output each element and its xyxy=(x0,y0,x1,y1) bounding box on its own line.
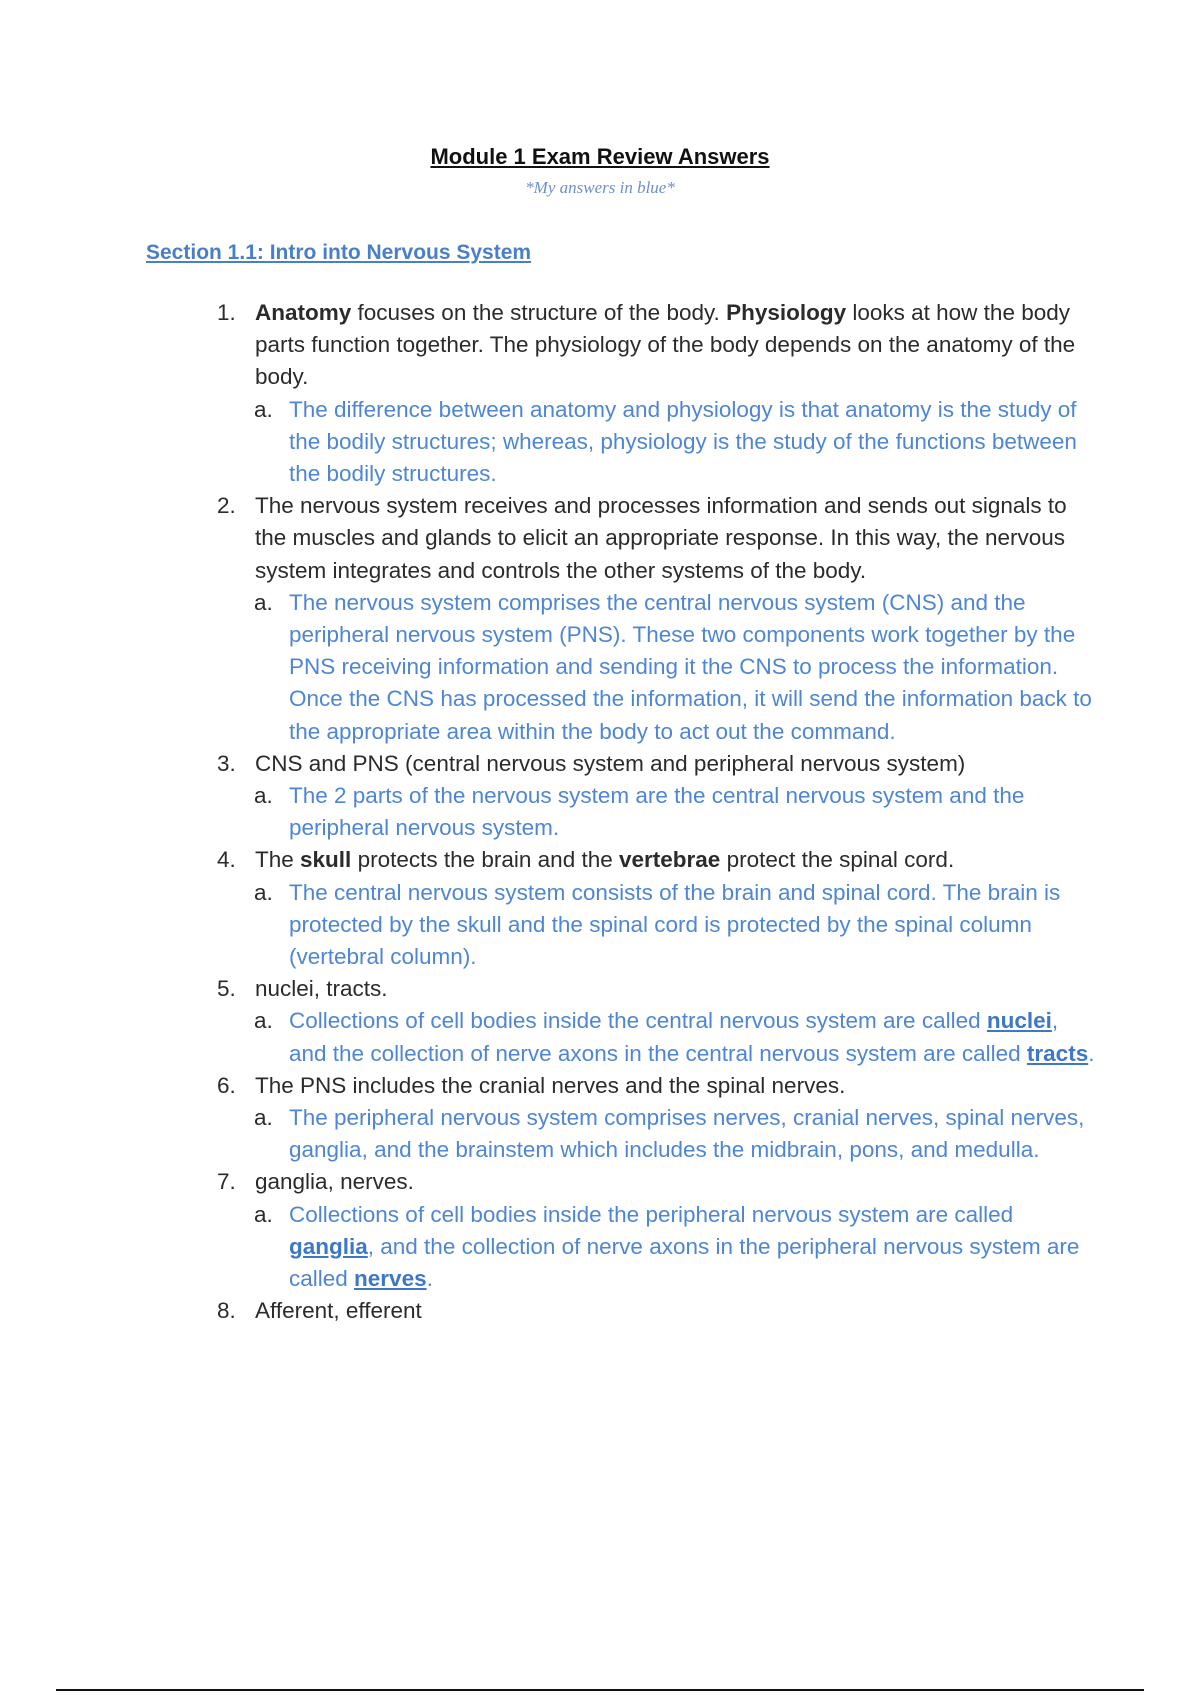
section-heading: Section 1.1: Intro into Nervous System xyxy=(146,241,532,264)
item-text: ganglia, nerves. xyxy=(255,1169,414,1195)
item-number: 5. xyxy=(217,976,236,1002)
item-number: 3. xyxy=(217,750,236,776)
list-item xyxy=(217,748,1097,780)
term-nuclei: nuclei xyxy=(986,1008,1052,1034)
sub-letter: a. xyxy=(254,879,273,905)
sub-letter: a. xyxy=(254,589,273,615)
answer-text: The central nervous system consists of the brain and spinal cord. The brain is protected by the skull and the spinal cord is protected by the spinal column (vertebral column). xyxy=(289,879,1061,970)
item-text: The xyxy=(255,847,301,873)
item-number: 1. xyxy=(217,300,236,325)
answer-list xyxy=(217,297,1097,1328)
term-vertebrae: vertebrae xyxy=(618,847,721,873)
item-number: 7. xyxy=(217,1169,236,1195)
item-number: 6. xyxy=(217,1072,236,1098)
sub-letter: a. xyxy=(254,1008,273,1034)
answer-item xyxy=(217,780,1097,844)
answer-item xyxy=(217,1102,1097,1166)
item-number: 4. xyxy=(217,847,236,873)
answer-text: The 2 parts of the nervous system are the central nervous system and the peripheral nervous system. xyxy=(289,783,1025,841)
answer-item xyxy=(217,1005,1097,1069)
item-text: CNS and PNS (central nervous system and peripheral nervous system) xyxy=(255,750,966,776)
answer-text: The peripheral nervous system comprises nerves, cranial nerves, spinal nerves, ganglia, and the brainstem which includes the midbrain, pons, and medulla. xyxy=(289,1105,1085,1163)
answer-text: Collections of cell bodies inside the peripheral nervous system are called xyxy=(289,1201,1014,1227)
item-text: The PNS includes the cranial nerves and the spinal nerves. xyxy=(255,1072,846,1098)
item-text: looks at how the body parts function together. The physiology of the body depends on the anatomy of the body. xyxy=(255,300,1076,390)
page-title: Module 1 Exam Review Answers xyxy=(430,144,770,169)
sub-letter: a. xyxy=(254,1201,273,1227)
list-item xyxy=(217,1070,1097,1102)
term-physiology: Physiology xyxy=(726,300,847,325)
sub-letter: a. xyxy=(254,1105,273,1131)
list-item xyxy=(217,1166,1097,1198)
item-number: 8. xyxy=(217,1298,236,1324)
answer-item xyxy=(217,1199,1097,1296)
list-item xyxy=(217,490,1097,587)
term-nerves: nerves xyxy=(354,1266,427,1292)
list-item xyxy=(217,844,1097,876)
item-number: 2. xyxy=(217,493,236,519)
answer-item xyxy=(217,587,1097,748)
answer-text: , and the collection of nerve axons in the peripheral nervous system are called xyxy=(289,1233,1080,1292)
item-text: nuclei, tracts. xyxy=(255,976,388,1002)
sub-letter: a. xyxy=(254,396,273,422)
item-text: The nervous system receives and processes information and sends out signals to the muscles and glands to elicit an appropriate response. In this way, the nervous system integrates and controls the other systems of the body. xyxy=(255,493,1067,583)
answer-item xyxy=(217,877,1097,974)
item-text: focuses on the structure of the body. xyxy=(351,300,727,325)
list-item xyxy=(217,297,1097,394)
item-text: protect the spinal cord. xyxy=(720,847,955,873)
answer-text: , and the collection of nerve axons in the central nervous system are called xyxy=(289,1008,1059,1066)
term-ganglia: ganglia xyxy=(289,1233,368,1259)
answer-text: Collections of cell bodies inside the central nervous system are called xyxy=(289,1008,987,1034)
list-item xyxy=(217,1295,1097,1327)
answer-text: . xyxy=(1088,1040,1095,1066)
item-text: protects the brain and the xyxy=(351,847,619,873)
term-anatomy: Anatomy xyxy=(255,300,352,325)
list-item xyxy=(217,973,1097,1005)
term-tracts: tracts xyxy=(1026,1040,1089,1066)
answer-item xyxy=(217,394,1097,491)
item-text: Afferent, efferent xyxy=(255,1298,422,1324)
sub-letter: a. xyxy=(254,783,273,809)
answer-text: . xyxy=(426,1266,433,1292)
answer-text: The nervous system comprises the central nervous system (CNS) and the peripheral nervous system (PNS). These two components work together by the PNS receiving information and sending it the CNS to process the information. Once the CNS has processed the information, it will send the information back to the appropriate area within the body to act out the command. xyxy=(289,589,1092,744)
page-subtitle: *My answers in blue* xyxy=(525,178,675,197)
term-skull: skull xyxy=(300,847,352,873)
page-bottom-rule xyxy=(56,1689,1144,1691)
answer-text: The difference between anatomy and physiology is that anatomy is the study of the bodily structures; whereas, physiology is the study of the functions between the bodily structures. xyxy=(289,396,1077,487)
